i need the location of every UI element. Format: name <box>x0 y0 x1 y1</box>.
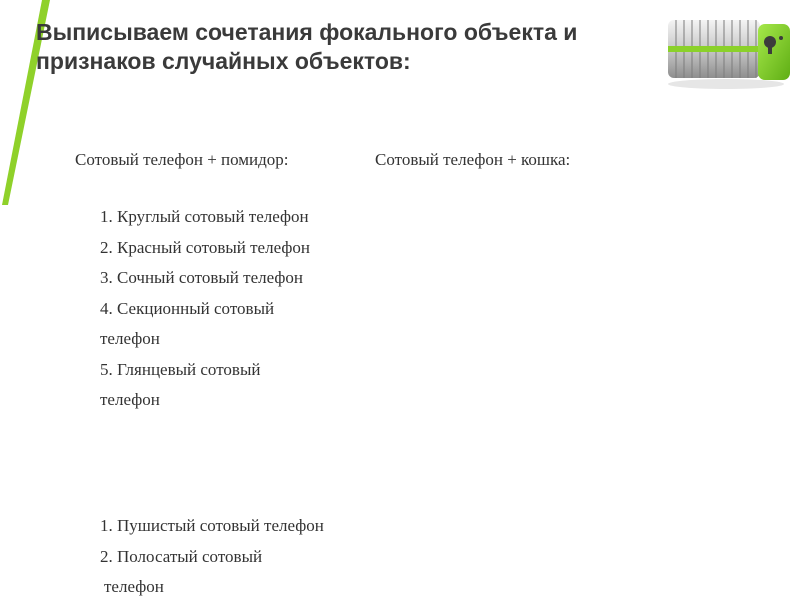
list-item-text: 1. Круглый сотовый телефон <box>100 207 309 226</box>
title-line-2: признаков случайных объектов: <box>36 48 411 74</box>
heading-tomato: Сотовый телефон + помидор: <box>75 150 289 169</box>
list-item <box>100 263 390 294</box>
list-item <box>100 355 390 416</box>
list-item-text: 1. Пушистый сотовый телефон <box>100 516 324 535</box>
list-item-continuation: телефон <box>100 329 160 348</box>
list-item-text: 4. Секционный сотовый <box>100 298 275 318</box>
green-diagonal-stripe <box>0 0 60 600</box>
title-line-1: Выписываем сочетания фокального объекта и <box>36 19 578 45</box>
list-item-continuation: телефон <box>100 390 160 409</box>
slide-title <box>36 18 676 76</box>
list-item <box>100 511 400 542</box>
list-item <box>100 542 400 600</box>
heading-cat: Сотовый телефон + кошка: <box>375 150 571 169</box>
list-item <box>100 233 390 264</box>
list-item-text: 5. Глянцевый сотовый <box>100 359 261 379</box>
list-item-text: 3. Сочный сотовый телефон <box>100 268 303 287</box>
green-key-logo <box>664 6 794 91</box>
list-item-text: 2. Красный сотовый телефон <box>100 237 310 257</box>
list-cat-combinations <box>100 511 400 600</box>
list-item <box>100 202 390 233</box>
list-item <box>100 294 390 355</box>
list-item-continuation: телефон <box>104 577 164 596</box>
list-item-text: 2. Полосатый сотовый <box>100 546 263 566</box>
list-tomato-combinations <box>100 202 390 416</box>
